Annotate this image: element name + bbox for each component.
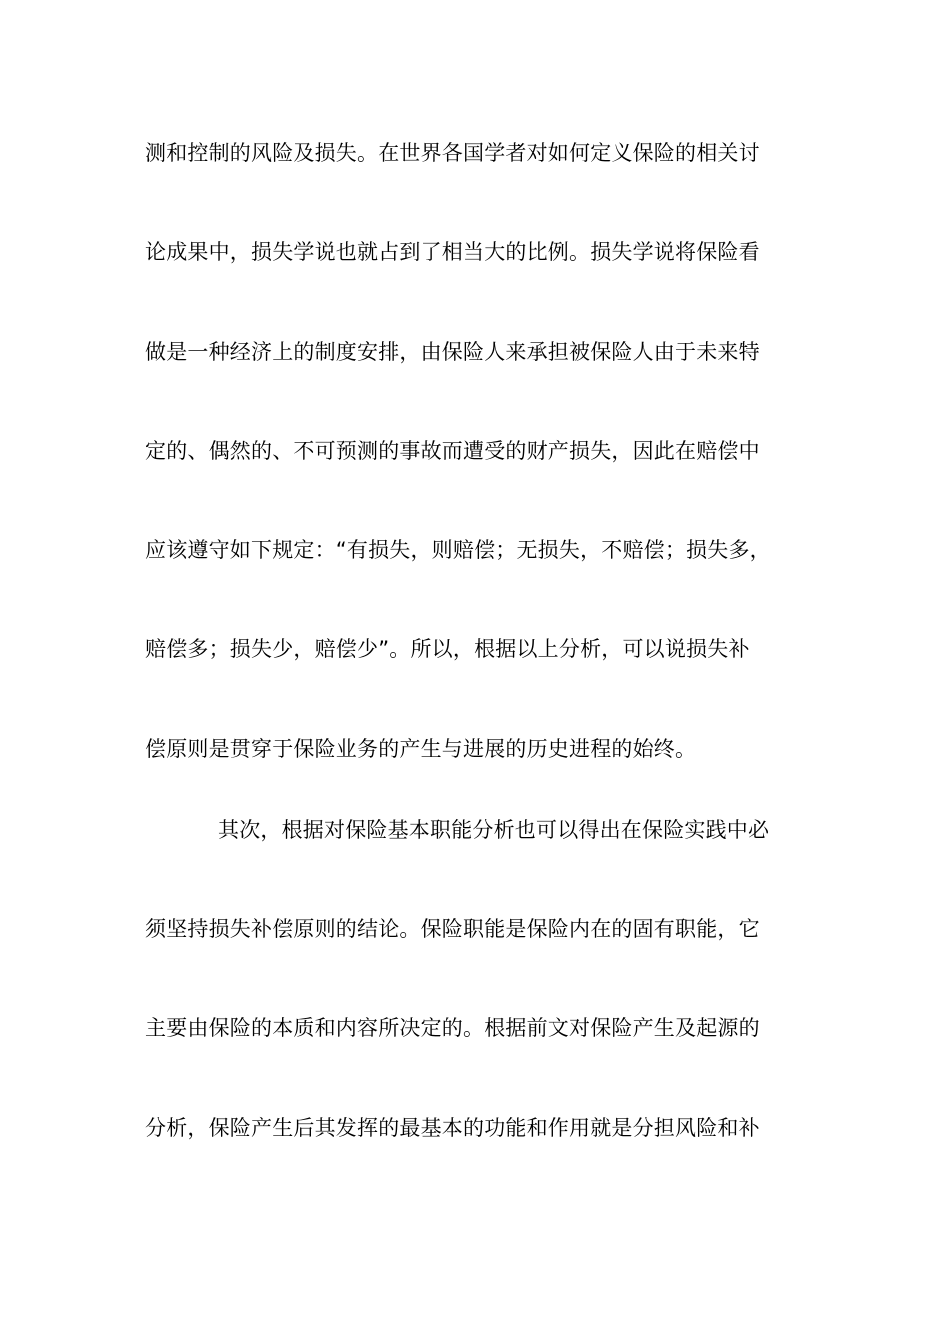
text-line: 主要由保险的本质和内容所决定的。根据前文对保险产生及起源的 xyxy=(145,1016,760,1040)
text-line: 应该遵守如下规定：“有损失，则赔偿；无损失，不赔偿；损失多， xyxy=(145,538,771,562)
text-line: 论成果中，损失学说也就占到了相当大的比例。损失学说将保险看 xyxy=(145,240,760,264)
text-line: 做是一种经济上的制度安排，由保险人来承担被保险人由于未来特 xyxy=(145,340,760,364)
paragraph-first-line: 其次，根据对保险基本职能分析也可以得出在保险实践中必 xyxy=(218,818,770,842)
text-line: 定的、偶然的、不可预测的事故而遭受的财产损失，因此在赔偿中 xyxy=(145,439,760,463)
text-line: 测和控制的风险及损失。在世界各国学者对如何定义保险的相关讨 xyxy=(145,141,760,165)
text-line: 须坚持损失补偿原则的结论。保险职能是保险内在的固有职能，它 xyxy=(145,917,760,941)
text-line: 赔偿多；损失少，赔偿少”。所以，根据以上分析，可以说损失补 xyxy=(145,637,750,661)
text-line: 偿原则是贯穿于保险业务的产生与进展的历史进程的始终。 xyxy=(145,737,697,761)
text-line: 分析，保险产生后其发挥的最基本的功能和作用就是分担风险和补 xyxy=(145,1116,760,1140)
